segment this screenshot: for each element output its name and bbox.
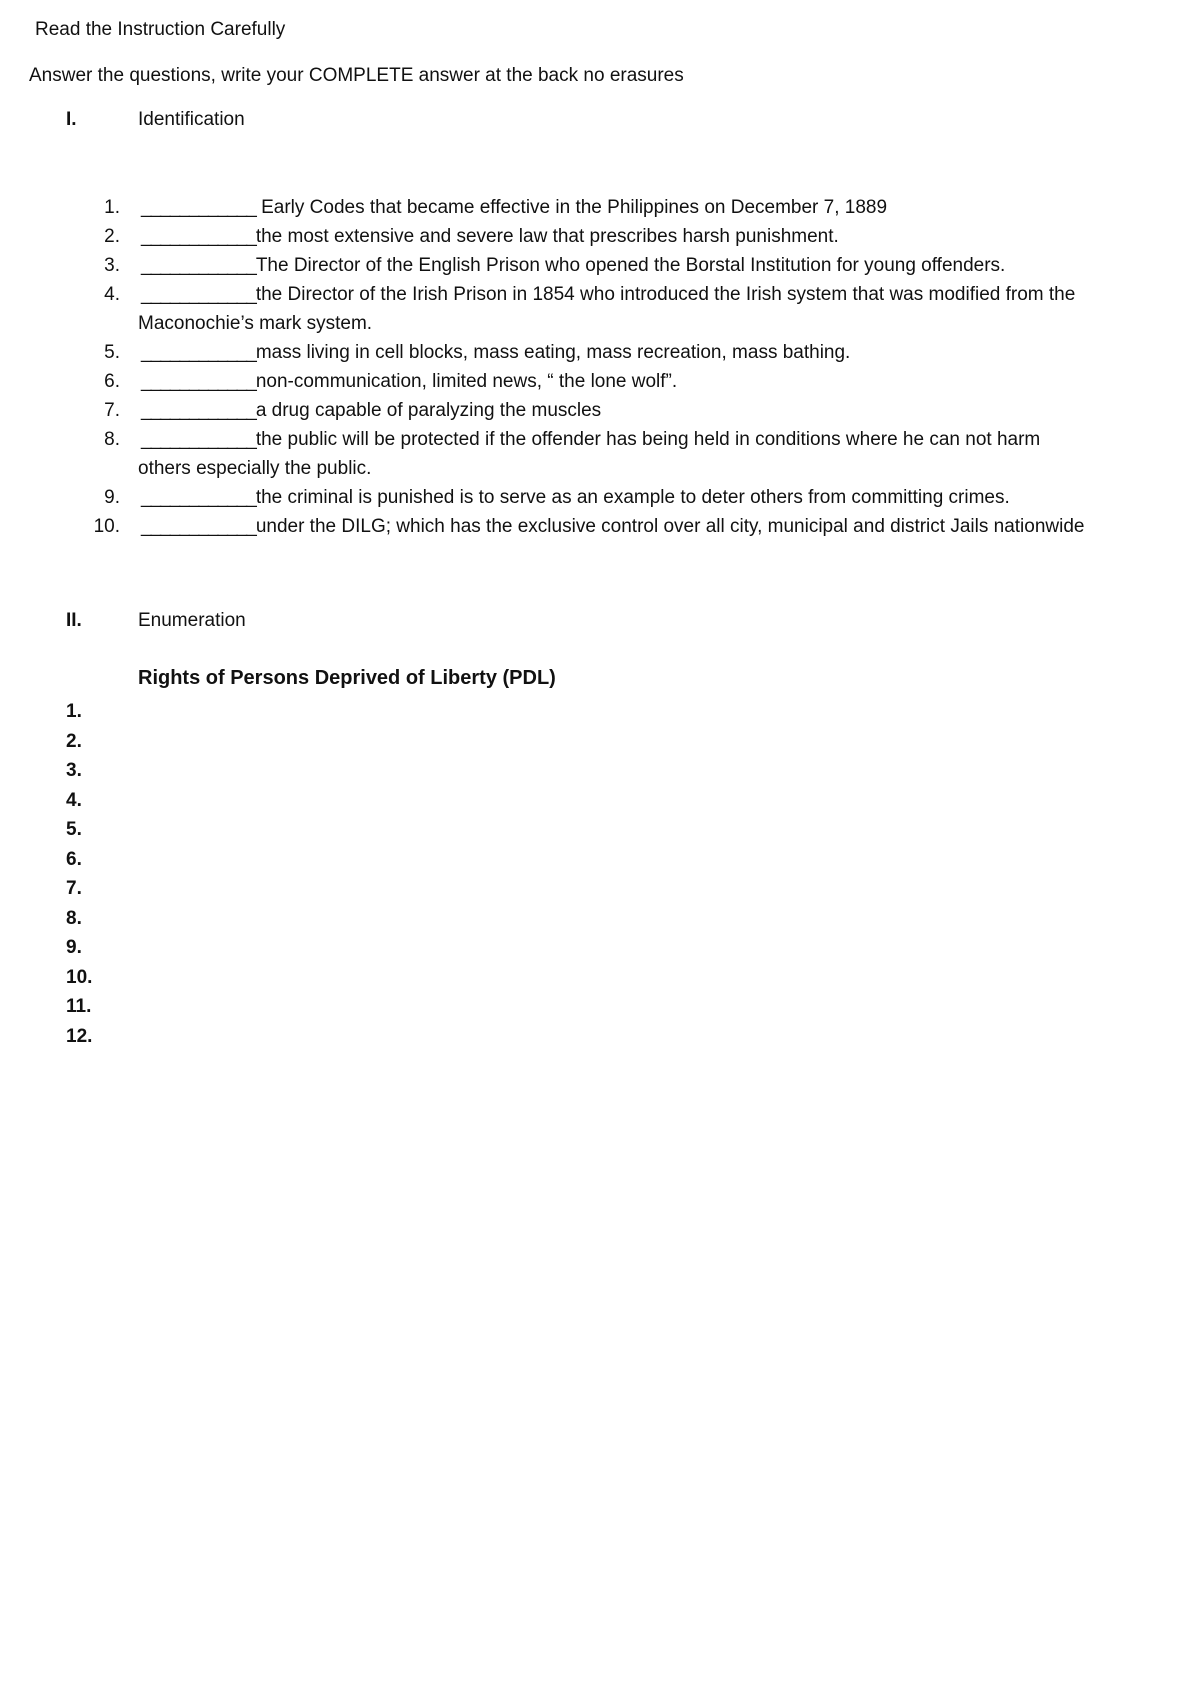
- item-number: 7.: [104, 400, 120, 421]
- enumeration-item: 4.: [66, 790, 82, 811]
- answer-blank: ____________: [141, 487, 256, 508]
- section-2-title: Enumeration: [138, 610, 246, 631]
- item-number: 3.: [104, 255, 120, 276]
- enumeration-item: 10.: [66, 967, 93, 988]
- enumeration-item: 7.: [66, 878, 82, 899]
- answer-blank: ____________: [141, 342, 256, 363]
- enumeration-item: 8.: [66, 908, 82, 929]
- item-text-line: [141, 425, 1040, 454]
- item-text: a drug capable of paralyzing the muscles: [255, 400, 602, 421]
- item-text: non-communication, limited news, “ the lone wolf”.: [255, 371, 678, 392]
- item-number: 9.: [104, 487, 120, 508]
- item-number: 6.: [104, 371, 120, 392]
- enumeration-item: 11.: [66, 996, 92, 1017]
- item-number: 2.: [104, 226, 120, 247]
- answer-blank: ____________: [141, 226, 256, 247]
- enumeration-item: 9.: [66, 937, 82, 958]
- item-text-line: [141, 193, 887, 222]
- item-text: the criminal is punished is to serve as an example to deter others from committing crimes.: [255, 487, 1010, 508]
- enumeration-item: 12.: [66, 1026, 93, 1047]
- enumeration-subheading: Rights of Persons Deprived of Liberty (PDL): [138, 667, 556, 689]
- item-text: under the DILG; which has the exclusive control over all city, municipal and district Jails nationwide: [255, 516, 1085, 537]
- item-text-continuation: Maconochie’s mark system.: [138, 313, 373, 334]
- enumeration-item: 3.: [66, 760, 82, 781]
- section-2-numeral: II.: [66, 610, 82, 631]
- item-number: 8.: [104, 429, 120, 450]
- item-text-line: [141, 251, 1005, 280]
- section-1-title: Identification: [138, 109, 245, 130]
- answer-blank: ____________: [141, 197, 256, 218]
- item-text-line: [141, 483, 1010, 512]
- item-text: The Director of the English Prison who opened the Borstal Institution for young offenders.: [255, 255, 1006, 276]
- answer-blank: ____________: [141, 429, 256, 450]
- item-text: the public will be protected if the offender has being held in conditions where he can not harm: [255, 429, 1041, 450]
- enumeration-item: 5.: [66, 819, 82, 840]
- answer-blank: ____________: [141, 371, 256, 392]
- item-text: Early Codes that became effective in the Philippines on December 7, 1889: [255, 197, 888, 218]
- read-instruction: Read the Instruction Carefully: [35, 19, 286, 40]
- answer-blank: ____________: [141, 284, 256, 305]
- answer-blank: ____________: [141, 516, 256, 537]
- item-text-line: [141, 222, 839, 251]
- answer-instruction: Answer the questions, write your COMPLETE answer at the back no erasures: [29, 65, 684, 86]
- item-number: 1.: [104, 197, 120, 218]
- item-number: 10.: [93, 516, 120, 537]
- item-text: mass living in cell blocks, mass eating, mass recreation, mass bathing.: [255, 342, 851, 363]
- item-text-line: [141, 396, 601, 425]
- item-text-line: [141, 280, 1075, 309]
- section-1-numeral: I.: [66, 109, 77, 130]
- item-text-continuation: others especially the public.: [138, 458, 372, 479]
- answer-blank: ____________: [141, 400, 256, 421]
- item-text: the most extensive and severe law that prescribes harsh punishment.: [255, 226, 839, 247]
- item-text-line: [141, 338, 850, 367]
- enumeration-item: 1.: [66, 701, 82, 722]
- item-text-line: [141, 367, 677, 396]
- answer-blank: ____________: [141, 255, 256, 276]
- enumeration-item: 2.: [66, 731, 82, 752]
- enumeration-item: 6.: [66, 849, 82, 870]
- item-text: the Director of the Irish Prison in 1854 who introduced the Irish system that was modified from the: [255, 284, 1076, 305]
- item-number: 5.: [104, 342, 120, 363]
- item-text-line: [141, 512, 1084, 541]
- item-number: 4.: [104, 284, 120, 305]
